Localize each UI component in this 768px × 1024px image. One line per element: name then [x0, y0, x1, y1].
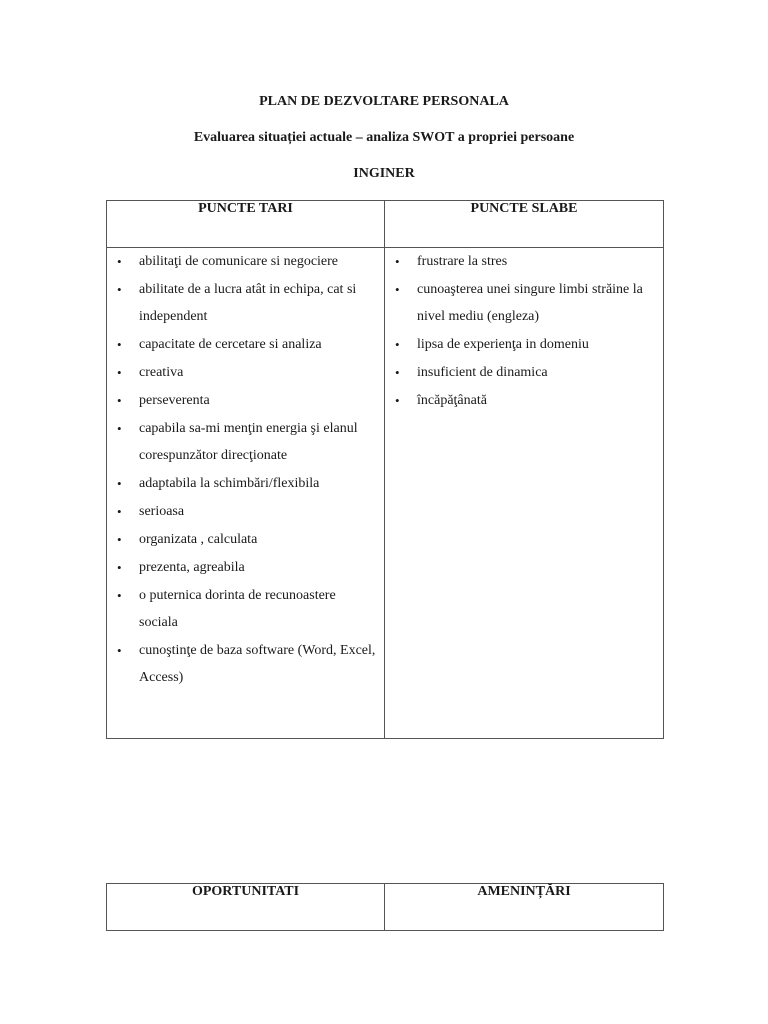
strength-item: • cunoştinţe de baza software (Word, Excel, Access) — [107, 637, 384, 691]
strength-item: • capabila sa-mi menţin energia şi elanul corespunzător direcţionate — [107, 415, 384, 469]
weakness-item: • insuficient de dinamica — [385, 359, 663, 386]
weakness-item: • încăpăţânată — [385, 387, 663, 414]
weakness-item: • lipsa de experienţa in domeniu — [385, 331, 663, 358]
opportunities-header: OPORTUNITATI — [107, 884, 385, 931]
weaknesses-cell — [385, 248, 664, 739]
strength-item: • serioasa — [107, 498, 384, 525]
role-heading: INGINER — [353, 166, 415, 181]
document-subtitle: Evaluarea situației actuale – analiza SWOT a propriei persoane — [193, 130, 575, 145]
strength-item: • organizata , calculata — [107, 526, 384, 553]
weakness-item: • cunoaşterea unei singure limbi străine la nivel mediu (engleza) — [385, 276, 663, 330]
strength-item: • o puternica dorinta de recunoastere sociala — [107, 582, 384, 636]
weaknesses-list — [385, 248, 663, 414]
document-title: PLAN DE DEZVOLTARE PERSONALA — [259, 94, 509, 109]
strength-item: • capacitate de cercetare si analiza — [107, 331, 384, 358]
strengths-cell — [107, 248, 385, 739]
swot-table-opportunities-threats — [106, 883, 664, 931]
strength-item: • adaptabila la schimbări/flexibila — [107, 470, 384, 497]
strength-item: • perseverenta — [107, 387, 384, 414]
strengths-header: PUNCTE TARI — [107, 201, 385, 248]
threats-header: AMENINȚĂRI — [385, 884, 664, 931]
strength-item: • prezenta, agreabila — [107, 554, 384, 581]
strengths-list — [107, 248, 384, 691]
weakness-item: • frustrare la stres — [385, 248, 663, 275]
weaknesses-header: PUNCTE SLABE — [385, 201, 664, 248]
strength-item: • creativa — [107, 359, 384, 386]
swot-table-strengths-weaknesses — [106, 200, 664, 739]
strength-item: • abilitate de a lucra atât in echipa, cat si independent — [107, 276, 384, 330]
strength-item: • abilitaţi de comunicare si negociere — [107, 248, 384, 275]
